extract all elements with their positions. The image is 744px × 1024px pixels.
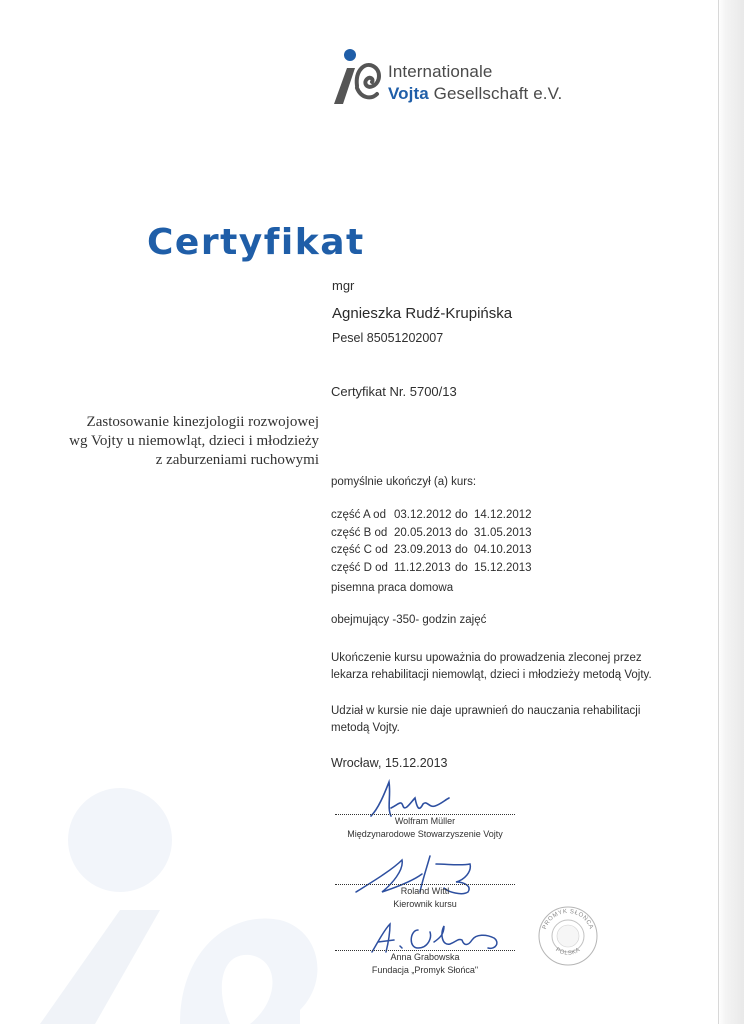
signatory-role: Międzynarodowe Stowarzyszenie Vojty bbox=[347, 829, 503, 839]
paragraph-line: lekarza rehabilitacji niemowląt, dzieci i młodzieży metodą Vojty. bbox=[331, 669, 652, 681]
signature-block-3 bbox=[330, 950, 520, 975]
part-to-word: do bbox=[455, 544, 468, 556]
recipient-name: Agnieszka Rudź-Krupińska bbox=[332, 305, 513, 322]
paragraph-line: Udział w kursie nie daje uprawnień do nauczania rehabilitacji bbox=[331, 705, 641, 717]
part-to-date: 31.05.2013 bbox=[474, 526, 532, 539]
course-part-row bbox=[331, 562, 551, 580]
course-hours: obejmujący -350- godzin zajęć bbox=[331, 614, 487, 626]
course-title-line: wg Vojty u niemowląt, dzieci i młodzieży bbox=[69, 433, 319, 449]
signatory-role: Kierownik kursu bbox=[393, 899, 457, 909]
signature-line bbox=[335, 814, 515, 815]
paragraph-line: Ukończenie kursu upoważnia do prowadzenia zleconej przez bbox=[331, 652, 642, 664]
certificate-title: Certyfikat bbox=[147, 222, 365, 263]
logo-text-rest: Gesellschaft e.V. bbox=[428, 84, 563, 103]
signature-line bbox=[335, 950, 515, 951]
certificate-number: Certyfikat Nr. 5700/13 bbox=[331, 384, 457, 399]
logo-accent-word: Vojta bbox=[388, 84, 429, 103]
part-from-date: 20.05.2013 bbox=[394, 526, 452, 539]
stamp-text-top: PROMYK SŁOŃCA bbox=[542, 908, 594, 931]
part-to-date: 15.12.2013 bbox=[474, 561, 532, 574]
homework-note: pisemna praca domowa bbox=[331, 582, 454, 594]
page-edge-line bbox=[718, 0, 719, 1024]
foundation-stamp bbox=[537, 905, 599, 967]
svg-text:POLSKA bbox=[554, 947, 581, 957]
signatory-role: Fundacja „Promyk Słońca" bbox=[371, 965, 479, 975]
ivg-logo-icon bbox=[331, 48, 383, 106]
part-from-date: 23.09.2013 bbox=[394, 544, 452, 556]
signature-block-1 bbox=[330, 814, 520, 839]
recipient-pesel: Pesel 85051202007 bbox=[332, 331, 444, 345]
part-label: część A od bbox=[331, 509, 386, 521]
signatory-name: Anna Grabowska bbox=[390, 952, 460, 962]
course-parts-list bbox=[331, 509, 551, 579]
ivg-logo bbox=[331, 48, 571, 108]
course-part-row bbox=[331, 509, 551, 527]
signatory-name: Wolfram Müller bbox=[394, 816, 456, 826]
paragraph-line: metodą Vojty. bbox=[331, 722, 400, 734]
course-intro: pomyślnie ukończył (a) kurs: bbox=[331, 476, 477, 488]
part-from-date: 03.12.2012 bbox=[394, 509, 452, 521]
part-to-word: do bbox=[455, 526, 468, 539]
watermark-logo bbox=[0, 780, 330, 1024]
logo-text-line1: Internationale bbox=[388, 62, 493, 81]
course-part-row bbox=[331, 544, 551, 562]
page-edge bbox=[718, 0, 744, 1024]
part-to-word: do bbox=[455, 509, 468, 521]
stamp-text-bottom: POLSKA bbox=[554, 947, 582, 957]
course-part-row bbox=[331, 527, 551, 545]
entitlement-paragraph bbox=[331, 650, 652, 684]
restriction-paragraph bbox=[331, 703, 640, 737]
signature-line bbox=[335, 884, 515, 885]
part-label: część D od bbox=[331, 561, 388, 574]
part-to-date: 04.10.2013 bbox=[474, 544, 532, 556]
logo-text-line2 bbox=[388, 84, 562, 104]
signature-block-2 bbox=[330, 884, 520, 909]
part-from-date: 11.12.2013 bbox=[394, 561, 451, 574]
part-to-word: do bbox=[455, 561, 468, 574]
part-label: część C od bbox=[331, 544, 388, 556]
signatory-name: Roland Wittl bbox=[400, 886, 450, 896]
part-label: część B od bbox=[331, 526, 388, 539]
course-title bbox=[69, 413, 319, 470]
place-and-date: Wrocław, 15.12.2013 bbox=[331, 756, 448, 770]
course-title-line: z zaburzeniami ruchowymi bbox=[155, 452, 319, 468]
course-title-line: Zastosowanie kinezjologii rozwojowej bbox=[86, 414, 319, 430]
part-to-date: 14.12.2012 bbox=[474, 509, 532, 521]
recipient-degree: mgr bbox=[332, 278, 355, 293]
